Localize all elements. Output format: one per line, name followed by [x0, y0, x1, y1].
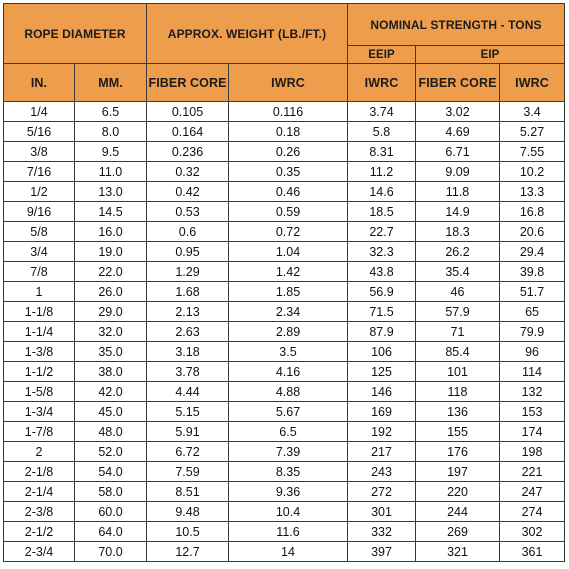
cell-weight-fiber-core: 12.7: [147, 542, 229, 562]
cell-eeip-iwrc: 22.7: [348, 222, 416, 242]
cell-weight-fiber-core: 10.5: [147, 522, 229, 542]
cell-in: 2-1/8: [4, 462, 75, 482]
header-approx-weight: APPROX. WEIGHT (LB./FT.): [147, 4, 348, 64]
cell-mm: 58.0: [75, 482, 147, 502]
cell-mm: 11.0: [75, 162, 147, 182]
cell-in: 1: [4, 282, 75, 302]
cell-weight-fiber-core: 1.68: [147, 282, 229, 302]
cell-eip-fiber-core: 71: [416, 322, 500, 342]
cell-mm: 14.5: [75, 202, 147, 222]
cell-weight-iwrc: 3.5: [229, 342, 348, 362]
cell-weight-fiber-core: 0.32: [147, 162, 229, 182]
cell-in: 1-3/4: [4, 402, 75, 422]
cell-eeip-iwrc: 71.5: [348, 302, 416, 322]
cell-mm: 60.0: [75, 502, 147, 522]
table-row: [4, 462, 565, 482]
cell-mm: 52.0: [75, 442, 147, 462]
cell-weight-fiber-core: 0.164: [147, 122, 229, 142]
cell-weight-iwrc: 7.39: [229, 442, 348, 462]
table-body: [4, 102, 565, 562]
cell-weight-iwrc: 14: [229, 542, 348, 562]
cell-weight-fiber-core: 0.236: [147, 142, 229, 162]
cell-eip-fiber-core: 18.3: [416, 222, 500, 242]
cell-weight-fiber-core: 3.78: [147, 362, 229, 382]
cell-eip-fiber-core: 220: [416, 482, 500, 502]
cell-eeip-iwrc: 125: [348, 362, 416, 382]
cell-in: 1-1/4: [4, 322, 75, 342]
cell-in: 5/16: [4, 122, 75, 142]
table-row: [4, 122, 565, 142]
cell-weight-fiber-core: 0.6: [147, 222, 229, 242]
header-weight-iwrc: IWRC: [229, 64, 348, 102]
cell-in: 2: [4, 442, 75, 462]
cell-in: 1-1/2: [4, 362, 75, 382]
cell-eip-iwrc: 247: [500, 482, 565, 502]
cell-in: 3/4: [4, 242, 75, 262]
table-row: [4, 302, 565, 322]
cell-eeip-iwrc: 14.6: [348, 182, 416, 202]
cell-eip-fiber-core: 6.71: [416, 142, 500, 162]
table-row: [4, 502, 565, 522]
cell-eip-iwrc: 65: [500, 302, 565, 322]
cell-eip-iwrc: 16.8: [500, 202, 565, 222]
cell-mm: 32.0: [75, 322, 147, 342]
cell-weight-iwrc: 1.42: [229, 262, 348, 282]
header-eip-iwrc: IWRC: [500, 64, 565, 102]
cell-in: 2-1/2: [4, 522, 75, 542]
cell-eeip-iwrc: 8.31: [348, 142, 416, 162]
cell-eip-fiber-core: 197: [416, 462, 500, 482]
cell-mm: 48.0: [75, 422, 147, 442]
table-row: [4, 282, 565, 302]
cell-weight-iwrc: 8.35: [229, 462, 348, 482]
header-eeip: EEIP: [348, 46, 416, 64]
cell-eip-iwrc: 79.9: [500, 322, 565, 342]
cell-weight-iwrc: 4.16: [229, 362, 348, 382]
cell-weight-fiber-core: 3.18: [147, 342, 229, 362]
cell-in: 1/2: [4, 182, 75, 202]
cell-eeip-iwrc: 87.9: [348, 322, 416, 342]
table-row: [4, 222, 565, 242]
table-row: [4, 242, 565, 262]
cell-eeip-iwrc: 11.2: [348, 162, 416, 182]
cell-eip-iwrc: 7.55: [500, 142, 565, 162]
cell-weight-iwrc: 11.6: [229, 522, 348, 542]
table-row: [4, 362, 565, 382]
cell-weight-iwrc: 1.04: [229, 242, 348, 262]
table-row: [4, 482, 565, 502]
cell-mm: 54.0: [75, 462, 147, 482]
cell-weight-fiber-core: 0.105: [147, 102, 229, 122]
cell-eip-iwrc: 174: [500, 422, 565, 442]
cell-weight-iwrc: 0.59: [229, 202, 348, 222]
cell-in: 9/16: [4, 202, 75, 222]
cell-eip-iwrc: 132: [500, 382, 565, 402]
cell-mm: 26.0: [75, 282, 147, 302]
cell-eip-fiber-core: 35.4: [416, 262, 500, 282]
cell-mm: 8.0: [75, 122, 147, 142]
cell-weight-fiber-core: 9.48: [147, 502, 229, 522]
cell-in: 2-1/4: [4, 482, 75, 502]
cell-weight-fiber-core: 0.53: [147, 202, 229, 222]
cell-in: 1-1/8: [4, 302, 75, 322]
cell-weight-fiber-core: 5.15: [147, 402, 229, 422]
cell-eeip-iwrc: 243: [348, 462, 416, 482]
cell-eip-fiber-core: 118: [416, 382, 500, 402]
cell-in: 1-3/8: [4, 342, 75, 362]
cell-weight-fiber-core: 7.59: [147, 462, 229, 482]
cell-eip-fiber-core: 176: [416, 442, 500, 462]
header-eip: EIP: [416, 46, 565, 64]
cell-weight-fiber-core: 4.44: [147, 382, 229, 402]
cell-eip-iwrc: 274: [500, 502, 565, 522]
table-row: [4, 102, 565, 122]
cell-weight-iwrc: 0.116: [229, 102, 348, 122]
cell-mm: 22.0: [75, 262, 147, 282]
table-row: [4, 262, 565, 282]
cell-mm: 38.0: [75, 362, 147, 382]
header-nominal-strength: NOMINAL STRENGTH - TONS: [348, 4, 565, 46]
cell-mm: 70.0: [75, 542, 147, 562]
cell-weight-iwrc: 1.85: [229, 282, 348, 302]
cell-eeip-iwrc: 3.74: [348, 102, 416, 122]
rope-strength-table-container: [3, 3, 565, 562]
cell-in: 2-3/8: [4, 502, 75, 522]
cell-mm: 42.0: [75, 382, 147, 402]
cell-eip-fiber-core: 244: [416, 502, 500, 522]
cell-in: 2-3/4: [4, 542, 75, 562]
cell-eip-fiber-core: 26.2: [416, 242, 500, 262]
table-row: [4, 202, 565, 222]
cell-eip-iwrc: 13.3: [500, 182, 565, 202]
cell-weight-fiber-core: 0.42: [147, 182, 229, 202]
cell-weight-iwrc: 0.35: [229, 162, 348, 182]
cell-weight-fiber-core: 0.95: [147, 242, 229, 262]
cell-eip-iwrc: 153: [500, 402, 565, 422]
table-row: [4, 442, 565, 462]
header-mm: MM.: [75, 64, 147, 102]
table-row: [4, 142, 565, 162]
table-row: [4, 402, 565, 422]
cell-eip-iwrc: 302: [500, 522, 565, 542]
cell-eeip-iwrc: 301: [348, 502, 416, 522]
cell-eeip-iwrc: 272: [348, 482, 416, 502]
cell-in: 3/8: [4, 142, 75, 162]
cell-eip-fiber-core: 46: [416, 282, 500, 302]
cell-eip-fiber-core: 85.4: [416, 342, 500, 362]
rope-strength-table: [3, 3, 565, 562]
cell-eip-fiber-core: 14.9: [416, 202, 500, 222]
cell-eip-iwrc: 5.27: [500, 122, 565, 142]
cell-eeip-iwrc: 18.5: [348, 202, 416, 222]
cell-eeip-iwrc: 217: [348, 442, 416, 462]
table-row: [4, 342, 565, 362]
cell-eip-iwrc: 198: [500, 442, 565, 462]
cell-weight-fiber-core: 8.51: [147, 482, 229, 502]
cell-in: 1/4: [4, 102, 75, 122]
cell-eeip-iwrc: 169: [348, 402, 416, 422]
cell-eip-iwrc: 20.6: [500, 222, 565, 242]
cell-weight-iwrc: 9.36: [229, 482, 348, 502]
cell-eeip-iwrc: 32.3: [348, 242, 416, 262]
cell-mm: 13.0: [75, 182, 147, 202]
cell-weight-iwrc: 10.4: [229, 502, 348, 522]
cell-weight-iwrc: 2.89: [229, 322, 348, 342]
cell-mm: 64.0: [75, 522, 147, 542]
table-row: [4, 322, 565, 342]
cell-mm: 9.5: [75, 142, 147, 162]
cell-eeip-iwrc: 397: [348, 542, 416, 562]
header-eip-fiber-core: FIBER CORE: [416, 64, 500, 102]
cell-eeip-iwrc: 5.8: [348, 122, 416, 142]
cell-eip-fiber-core: 57.9: [416, 302, 500, 322]
cell-mm: 29.0: [75, 302, 147, 322]
cell-in: 1-5/8: [4, 382, 75, 402]
cell-mm: 45.0: [75, 402, 147, 422]
cell-eip-iwrc: 29.4: [500, 242, 565, 262]
cell-eip-fiber-core: 155: [416, 422, 500, 442]
table-header: [4, 4, 565, 102]
cell-weight-iwrc: 0.46: [229, 182, 348, 202]
cell-eip-iwrc: 3.4: [500, 102, 565, 122]
cell-weight-iwrc: 0.18: [229, 122, 348, 142]
cell-weight-iwrc: 4.88: [229, 382, 348, 402]
cell-eip-fiber-core: 11.8: [416, 182, 500, 202]
cell-eeip-iwrc: 192: [348, 422, 416, 442]
cell-mm: 35.0: [75, 342, 147, 362]
cell-weight-fiber-core: 2.13: [147, 302, 229, 322]
cell-eeip-iwrc: 43.8: [348, 262, 416, 282]
cell-eip-iwrc: 39.8: [500, 262, 565, 282]
cell-in: 5/8: [4, 222, 75, 242]
cell-weight-iwrc: 2.34: [229, 302, 348, 322]
cell-eip-iwrc: 221: [500, 462, 565, 482]
cell-eeip-iwrc: 146: [348, 382, 416, 402]
cell-weight-iwrc: 0.26: [229, 142, 348, 162]
cell-eeip-iwrc: 106: [348, 342, 416, 362]
cell-eip-fiber-core: 269: [416, 522, 500, 542]
header-in: IN.: [4, 64, 75, 102]
table-row: [4, 422, 565, 442]
cell-eip-iwrc: 96: [500, 342, 565, 362]
cell-mm: 6.5: [75, 102, 147, 122]
cell-weight-iwrc: 6.5: [229, 422, 348, 442]
header-weight-fiber-core: FIBER CORE: [147, 64, 229, 102]
cell-weight-fiber-core: 1.29: [147, 262, 229, 282]
cell-eip-fiber-core: 9.09: [416, 162, 500, 182]
cell-eip-iwrc: 361: [500, 542, 565, 562]
cell-eeip-iwrc: 332: [348, 522, 416, 542]
cell-in: 7/16: [4, 162, 75, 182]
cell-eip-iwrc: 114: [500, 362, 565, 382]
cell-in: 7/8: [4, 262, 75, 282]
cell-eeip-iwrc: 56.9: [348, 282, 416, 302]
cell-eip-fiber-core: 101: [416, 362, 500, 382]
cell-eip-fiber-core: 321: [416, 542, 500, 562]
table-row: [4, 162, 565, 182]
cell-eip-iwrc: 51.7: [500, 282, 565, 302]
cell-eip-fiber-core: 3.02: [416, 102, 500, 122]
cell-mm: 19.0: [75, 242, 147, 262]
table-row: [4, 382, 565, 402]
header-eeip-iwrc: IWRC: [348, 64, 416, 102]
cell-eip-fiber-core: 4.69: [416, 122, 500, 142]
table-row: [4, 182, 565, 202]
cell-weight-fiber-core: 5.91: [147, 422, 229, 442]
cell-weight-fiber-core: 2.63: [147, 322, 229, 342]
table-row: [4, 522, 565, 542]
cell-in: 1-7/8: [4, 422, 75, 442]
cell-mm: 16.0: [75, 222, 147, 242]
cell-eip-fiber-core: 136: [416, 402, 500, 422]
table-row: [4, 542, 565, 562]
cell-weight-iwrc: 0.72: [229, 222, 348, 242]
cell-weight-iwrc: 5.67: [229, 402, 348, 422]
cell-weight-fiber-core: 6.72: [147, 442, 229, 462]
header-rope-diameter: ROPE DIAMETER: [4, 4, 147, 64]
cell-eip-iwrc: 10.2: [500, 162, 565, 182]
